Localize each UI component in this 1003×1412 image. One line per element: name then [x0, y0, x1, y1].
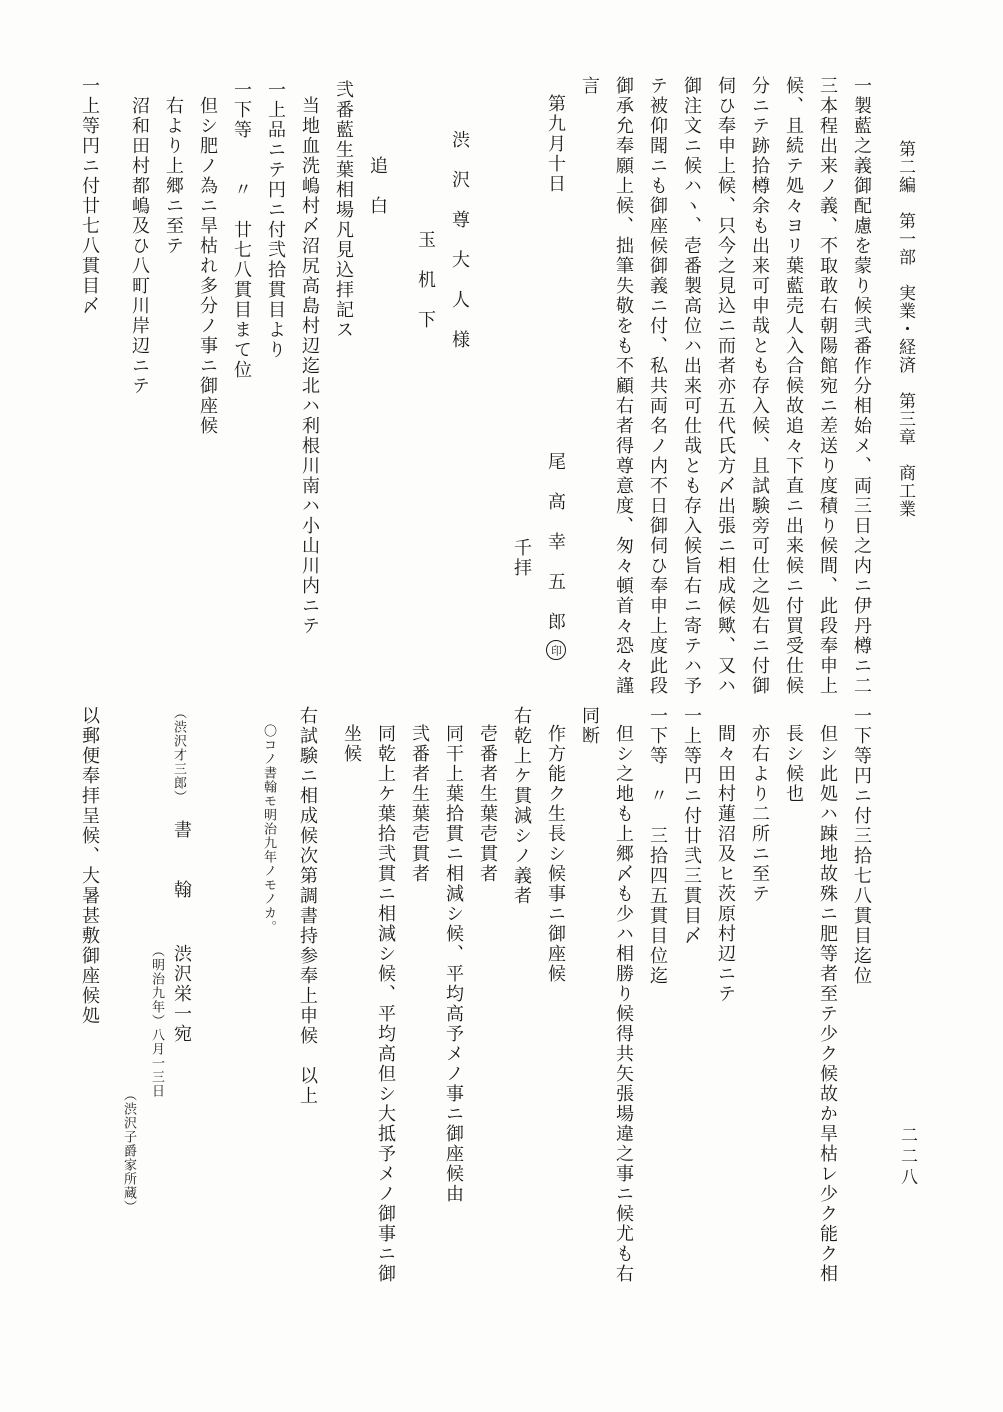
source-note: （渋沢子爵家所蔵）	[121, 1088, 136, 1214]
report-line: 一上等円ニ付廿七八貫目〆	[79, 76, 100, 316]
letter-line: テ被仰聞ニも御座候御義ニ付、私共両名ノ内不日御伺ひ奉申上度此段	[647, 76, 668, 696]
letter-line: 御注文ニ候ハヽ、壱番製高位ハ出来可仕哉とも存入候旨右ニ寄テハ予	[681, 76, 702, 696]
lower-line: 一下等 〃 三拾四五貫目位迄	[647, 706, 668, 986]
report-line: 一下等 〃 廿七八貫目まて位	[231, 80, 252, 380]
shokan-sender: （渋沢才三郎）	[171, 706, 186, 804]
closing-line: 以郵便奉拝呈候、大暑甚敷御座候処	[79, 706, 100, 1026]
letter-senpai: 千拝	[511, 538, 532, 578]
report-line: 弐番藍生葉相場凡見込拝記ス	[333, 80, 354, 340]
lower-line: 同干上葉拾貫ニ相減シ候、平均高予メノ事ニ御座候由	[443, 724, 464, 1204]
lower-line: 但シ此処ハ踈地故殊ニ肥等者至テ少ク候故か旱枯レ少ク能ク相	[817, 724, 838, 1284]
report-line: 一上品ニテ円ニ付弐拾貫目より	[265, 80, 286, 360]
lower-line: 右試験ニ相成候次第調書持参奉上申候 以上	[297, 706, 318, 1106]
lower-line: 弐番者生葉壱貫者	[409, 724, 430, 884]
lower-line: 一上等円ニ付廿弐三貫目〆	[681, 706, 702, 946]
lower-line: 同乾上ケ葉拾弐貫ニ相減シ候、平均高但シ大抵予メノ御事ニ御	[375, 724, 396, 1284]
lower-line: 長シ候也	[783, 724, 804, 804]
shokan-date: （明治九年）八月一三日	[149, 944, 164, 1098]
report-line: 当地血洗嶋村〆沼尻高島村辺迄北ハ利根川南ハ小山川内ニテ	[299, 96, 320, 636]
page-number: 二二八	[897, 1126, 917, 1189]
lower-line: 同断	[579, 706, 600, 746]
letter-tsuihaku: 追 白	[367, 156, 388, 216]
seal-text: 印	[549, 644, 563, 656]
lower-line: 坐候	[341, 724, 362, 764]
lower-line: 但シ之地も上郷〆も少ハ相勝り候得共矢張場違之事ニ候尤も右	[613, 724, 634, 1284]
lower-line: 一下等円ニ付三拾七八貫目迄位	[851, 706, 872, 986]
lower-line: 壱番者生葉壱貫者	[477, 724, 498, 884]
letter-kika: 玉 机 下	[415, 230, 436, 330]
lower-line: 間々田村蓮沼及ヒ茨原村辺ニテ	[715, 724, 736, 1004]
lower-line: 作方能ク生長シ候事ニ御座候	[545, 724, 566, 984]
running-header: 第二編 第一部 実業・経済 第三章 商工業	[895, 140, 915, 518]
letter-line: 御承允奉願上候、拙筆失敬をも不顧右者得尊意度、匆々頓首々恐々謹	[613, 76, 634, 696]
letter-sender: 尾 高 幸 五 郎	[545, 452, 566, 632]
lower-line: 右乾上ケ貫減シノ義者	[511, 706, 532, 906]
letter-line: 候、且続テ処々ヨリ葉藍売人入合候故追々下直ニ出来候ニ付買受仕候	[783, 76, 804, 696]
letter-line: 伺ひ奉申上候、只今之見込ニ而者亦五代氏方〆出張ニ相成候歟、又ハ	[715, 76, 736, 696]
letter-line: 言	[579, 76, 600, 96]
seal-mark	[546, 640, 566, 660]
report-line: 右より上郷ニ至テ	[163, 96, 184, 256]
lower-line: 亦右より二所ニ至テ	[749, 724, 770, 904]
letter-date: 第九月十日	[545, 94, 566, 194]
shokan-to: 渋沢栄一宛	[171, 944, 192, 1044]
letter-line: 三本程出来ノ義、不取敢右朝陽館宛ニ差送り度積り候間、此段奉申上	[817, 76, 838, 696]
letter-line: 分ニテ跡拾樽余も出来可申哉とも存入候、且試験旁可仕之処右ニ付御	[749, 76, 770, 696]
shokan-title: 書 翰	[171, 820, 192, 900]
editorial-note: 〇コノ書翰モ明治九年ノモノカ。	[261, 724, 276, 934]
letter-line: 一製藍之義御配慮を蒙り候弐番作分相始メ、両三日之内ニ伊丹樽ニ二	[851, 76, 872, 696]
letter-addressee: 渋 沢 尊 大 人 様	[449, 130, 470, 350]
report-line: 沼和田村都嶋及ひ八町川岸辺ニテ	[129, 96, 150, 396]
report-line: 但シ肥ノ為ニ旱枯れ多分ノ事ニ御座候	[197, 96, 218, 436]
